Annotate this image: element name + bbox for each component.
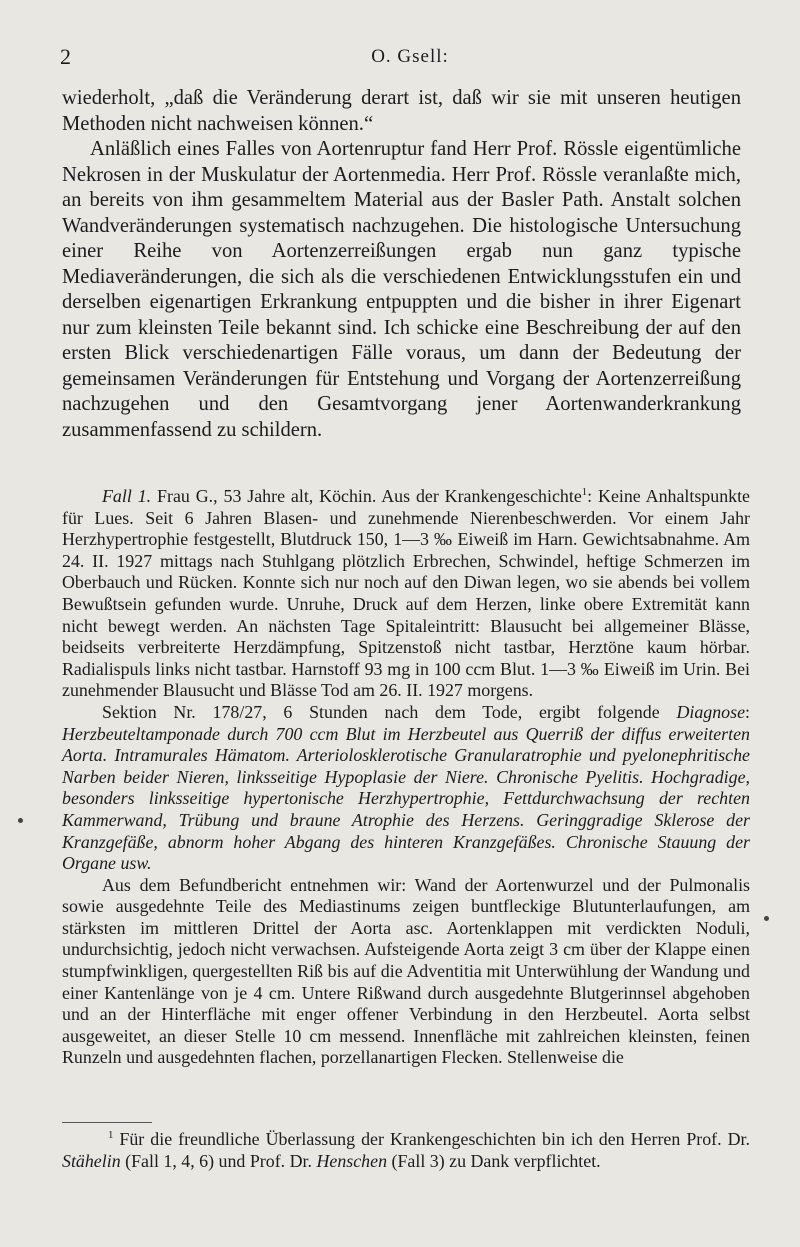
footnote-text-c: (Fall 3) zu Dank verpflichtet. — [391, 1151, 601, 1171]
footnote-divider — [62, 1122, 152, 1123]
page-header — [60, 44, 760, 74]
diagnose-text: Herzbeuteltamponade durch 700 ccm Blut im Herzbeutel aus Querriß der diffus erweiterten Aorta. Intramurales Hämatom. Arteriolosklerotische Granularatrophie und pyelonephritische Narben beider Nieren, linksseitige Hypoplasie der Niere. Chronische Pyelitis. Hochgradige, besonders linksseitige hypertonische Herzhypertrophie, Fettdurchwachsung der rechten Kammerwand, Trübung und braune Atrophie des Herzens. Geringgradige Sklerose der Kranzgefäße, abnorm hoher Abgang des hinteren Kranzgefäßes. Chronische Stauung der Organe usw. — [62, 723, 750, 874]
case-1-paragraph — [62, 486, 750, 702]
section-intro: Sektion Nr. 178/27, 6 Stunden nach dem Tode, ergibt folgende — [102, 701, 660, 722]
footnote — [62, 1128, 750, 1172]
margin-speck — [18, 818, 23, 823]
case-report — [62, 486, 750, 1069]
footnote-text-a: Für die freundliche Überlassung der Krankengeschichten bin ich den Herren Prof. Dr. — [119, 1129, 750, 1149]
footnote-marker: 1 — [108, 1129, 114, 1142]
footnote-text-b: (Fall 1, 4, 6) und Prof. Dr. — [125, 1151, 312, 1171]
case-label: Fall 1. — [102, 486, 152, 506]
paragraph-introduction: Anläßlich eines Falles von Aortenruptur fand Herr Prof. Rössle eigentümliche Nekrosen in der Muskulatur der Aortenmedia. Herr Prof. Rössle veranlaßte mich, an bereits von ihm gesammeltem Material aus der Basler Path. Anstalt solchen Wandveränderungen systematisch nachzugehen. Die histologische Untersuchung einer Reihe von Aortenzerreißungen ergab nun ganz typische Mediaveränderungen, die sich als die verschiedenen Entwicklungsstufen ein und derselben eigenartigen Erkrankung entpuppten und die bisher in ihrer Eigenart nur zum kleinsten Teile bekannt sind. Ich schicke eine Beschreibung der auf den ersten Blick verschiedenartigen Fälle voraus, um dann der Bedeutung der gemeinsamen Veränderungen für Entstehung und Vorgang der Aortenzerreißung nachzugehen und den Gesamtvorgang jener Aortenwanderkrankung zusammenfassend zu schildern. — [62, 138, 741, 441]
running-head: O. Gsell: — [371, 46, 449, 67]
footnote-name-2: Henschen — [316, 1151, 388, 1171]
paragraph-continuation: wiederholt, „daß die Veränderung derart ist, daß wir sie mit unseren heutigen Methoden nicht nachweisen können.“ — [62, 87, 741, 135]
footnote-name-1: Stähelin — [62, 1151, 121, 1171]
section-paragraph — [62, 702, 750, 875]
case-1-text-b: : Keine Anhaltspunkte für Lues. Seit 6 Jahren Blasen- und zunehmende Nierenbeschwerden. Vor einem Jahr Herzhypertrophie festgestellt, Blutdruck 150, 1—3 ‰ Eiweiß im Harn. Gewichtsabnahme. Am 24. II. 1927 mittags nach Stuhlgang plötzlich Erbrechen, Schwindel, heftige Schmerzen im Oberbauch und Rücken. Konnte sich nur noch auf den Diwan legen, wo sie abends bei vollem Bewußtsein gefunden wurde. Unruhe, Druck auf dem Herzen, linke obere Extremität kann nicht bewegt werden. An nächsten Tage Spitaleintritt: Blausucht bei allgemeiner Blässe, beidseits verbreiterte Herzdämpfung, Spitzenstoß nicht tastbar, Herztöne kaum hörbar. Radialispuls links nicht tastbar. Harnstoff 93 mg in 100 ccm Blut. 1—3 ‰ Eiweiß im Urin. Bei zunehmender Blausucht und Blässe Tod am 26. II. 1927 morgens. — [62, 486, 750, 701]
footnote-paragraph — [62, 1128, 750, 1172]
main-text — [62, 86, 741, 443]
footnote-reference: 1 — [581, 486, 588, 499]
diagnose-label: Diagnose — [676, 701, 746, 722]
case-1-text-a: Frau G., 53 Jahre alt, Köchin. Aus der Krankengeschichte — [157, 486, 582, 506]
findings-paragraph: Aus dem Befundbericht entnehmen wir: Wand der Aortenwurzel und der Pulmonalis sowie ausgedehnte Teile des Mediastinums zeigen buntfleckige Blutunterlaufungen, am stärksten im mittleren Drittel der Aorta asc. Aortenklappen mit verdickten Noduli, undurchsichtig, jedoch nicht verwachsen. Aufsteigende Aorta zeigt 3 cm über der Klappe einen stumpfwinkligen, quergestellten Riß bis auf die Adventitia mit Unterwühlung der Wandung und einer Kantenlänge von je 4 cm. Untere Rißwand durch ausgedehnte Blutgerinnsel abgehoben und an der Hinterfläche mit enger offener Verbindung in den Herzbeutel. Aorta selbst ausgeweitet, an dieser Stelle 10 cm messend. Innenfläche mit zahlreichen kleinsten, feinen Runzeln und ausgedehnten flachen, porzellanartigen Flecken. Stellenweise die — [62, 874, 750, 1068]
page-number: 2 — [60, 44, 71, 69]
diagnose-colon: : — [745, 701, 750, 722]
margin-speck — [764, 916, 769, 921]
